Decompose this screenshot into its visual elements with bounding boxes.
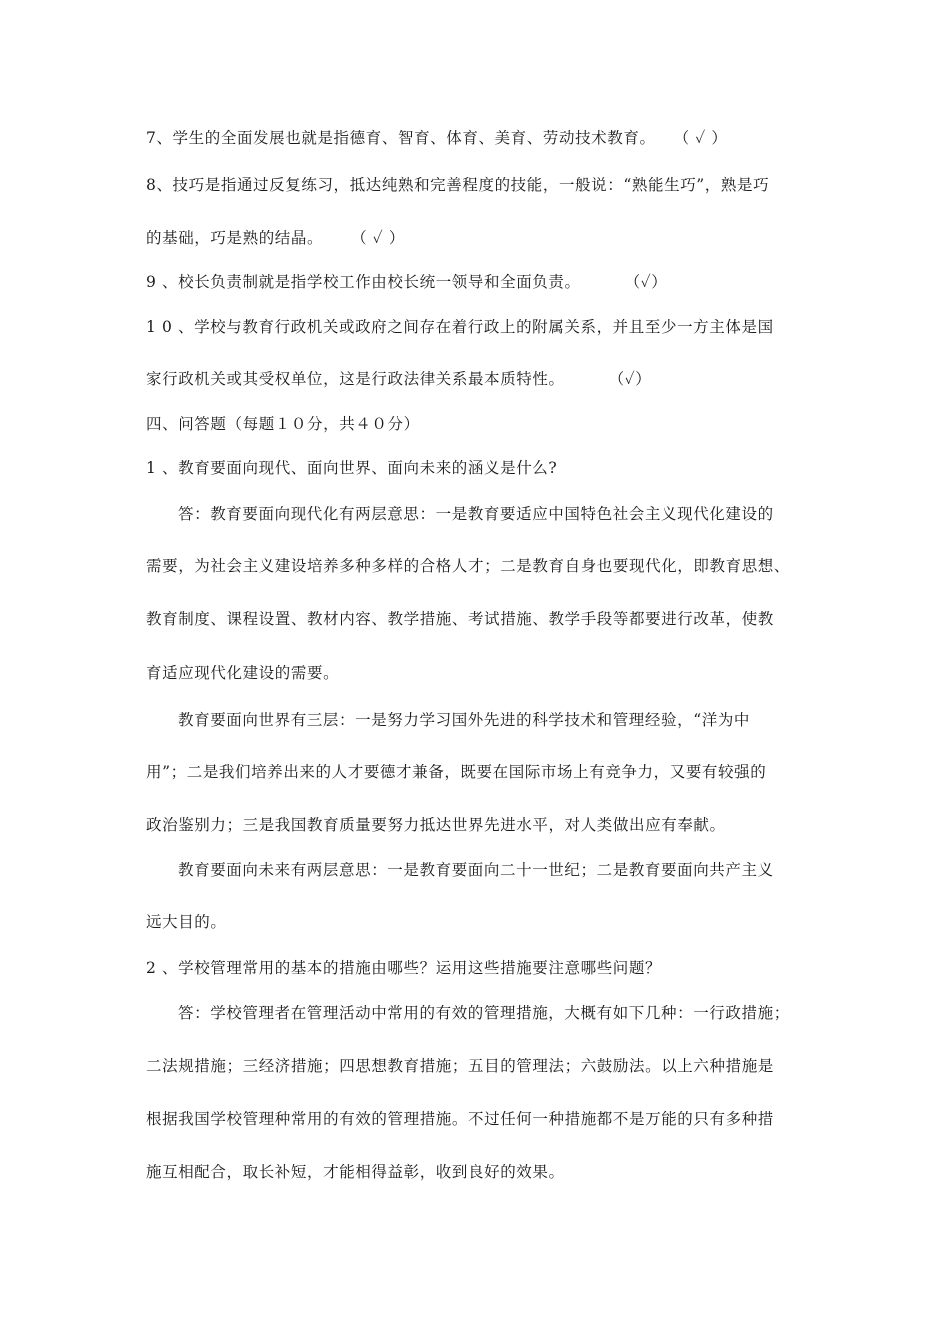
answer-2-line: 根据我国学校管理种常用的有效的管理措施。不过任何一种措施都不是万能的只有多种措	[146, 1110, 774, 1128]
item-7-text: 7、学生的全面发展也就是指德育、智育、体育、美育、劳动技术教育。	[146, 129, 656, 147]
item-8	[146, 173, 769, 195]
item-10-text: 1 0 、学校与教育行政机关或政府之间存在着行政上的附属关系，并且至少一方主体是国	[146, 318, 774, 336]
answer-1-line: 需要，为社会主义建设培养多种多样的合格人才；二是教育自身也要现代化，即教育思想、	[146, 557, 791, 575]
answer-1-line: 用”；二是我们培养出来的人才要德才兼备，既要在国际市场上有竞争力，又要有较强的	[146, 763, 767, 781]
item-9	[146, 270, 667, 292]
item-9-text: 9 、校长负责制就是指学校工作由校长统一领导和全面负责。	[146, 273, 581, 291]
answer-1-line: 教育要面向未来有两层意思：一是教育要面向二十一世纪；二是教育要面向共产主义	[178, 861, 774, 879]
answer-1-line: 育适应现代化建设的需要。	[146, 664, 340, 682]
item-10-text-continued: 家行政机关或其受权单位，这是行政法律关系最本质特性。	[146, 370, 565, 388]
item-8-continued	[146, 226, 405, 248]
question-2-title: 2 、学校管理常用的基本的措施由哪些？运用这些措施要注意哪些问题？	[146, 959, 662, 977]
answer-1-line: 政治鉴别力；三是我国教育质量要努力抵达世界先进水平，对人类做出应有奉献。	[146, 816, 726, 834]
answer-2-line: 施互相配合，取长补短，才能相得益彰，收到良好的效果。	[146, 1163, 565, 1181]
check-mark: （ ✓ ）	[673, 129, 728, 147]
question-1-title: 1 、教育要面向现代、面向世界、面向未来的涵义是什么?	[146, 459, 558, 477]
item-8-text: 8、技巧是指通过反复练习，抵达纯熟和完善程度的技能，一般说：“熟能生巧”，熟是巧	[146, 176, 770, 194]
item-8-text-continued: 的基础，巧是熟的结晶。	[146, 229, 324, 247]
check-mark: （ ✓ ）	[351, 229, 405, 247]
section-heading: 四、问答题（每题１０分，共４０分）	[146, 415, 420, 433]
answer-1-line: 答：教育要面向现代化有两层意思：一是教育要适应中国特色社会主义现代化建设的	[178, 505, 774, 523]
item-10	[146, 315, 774, 337]
check-mark: （✓）	[608, 370, 652, 388]
answer-1-line: 教育要面向世界有三层：一是努力学习国外先进的科学技术和管理经验，“洋为中	[178, 711, 751, 729]
answer-1-line: 教育制度、课程设置、教材内容、教学措施、考试措施、教学手段等都要进行改革，使教	[146, 610, 774, 628]
answer-1-line: 远大目的。	[146, 913, 227, 931]
item-7	[146, 126, 727, 148]
check-mark: （✓）	[624, 273, 668, 291]
answer-2-line: 二法规措施；三经济措施；四思想教育措施；五目的管理法；六鼓励法。以上六种措施是	[146, 1057, 774, 1075]
item-10-continued	[146, 367, 651, 389]
answer-2-line: 答：学校管理者在管理活动中常用的有效的管理措施，大概有如下几种：一行政措施；	[178, 1004, 790, 1022]
